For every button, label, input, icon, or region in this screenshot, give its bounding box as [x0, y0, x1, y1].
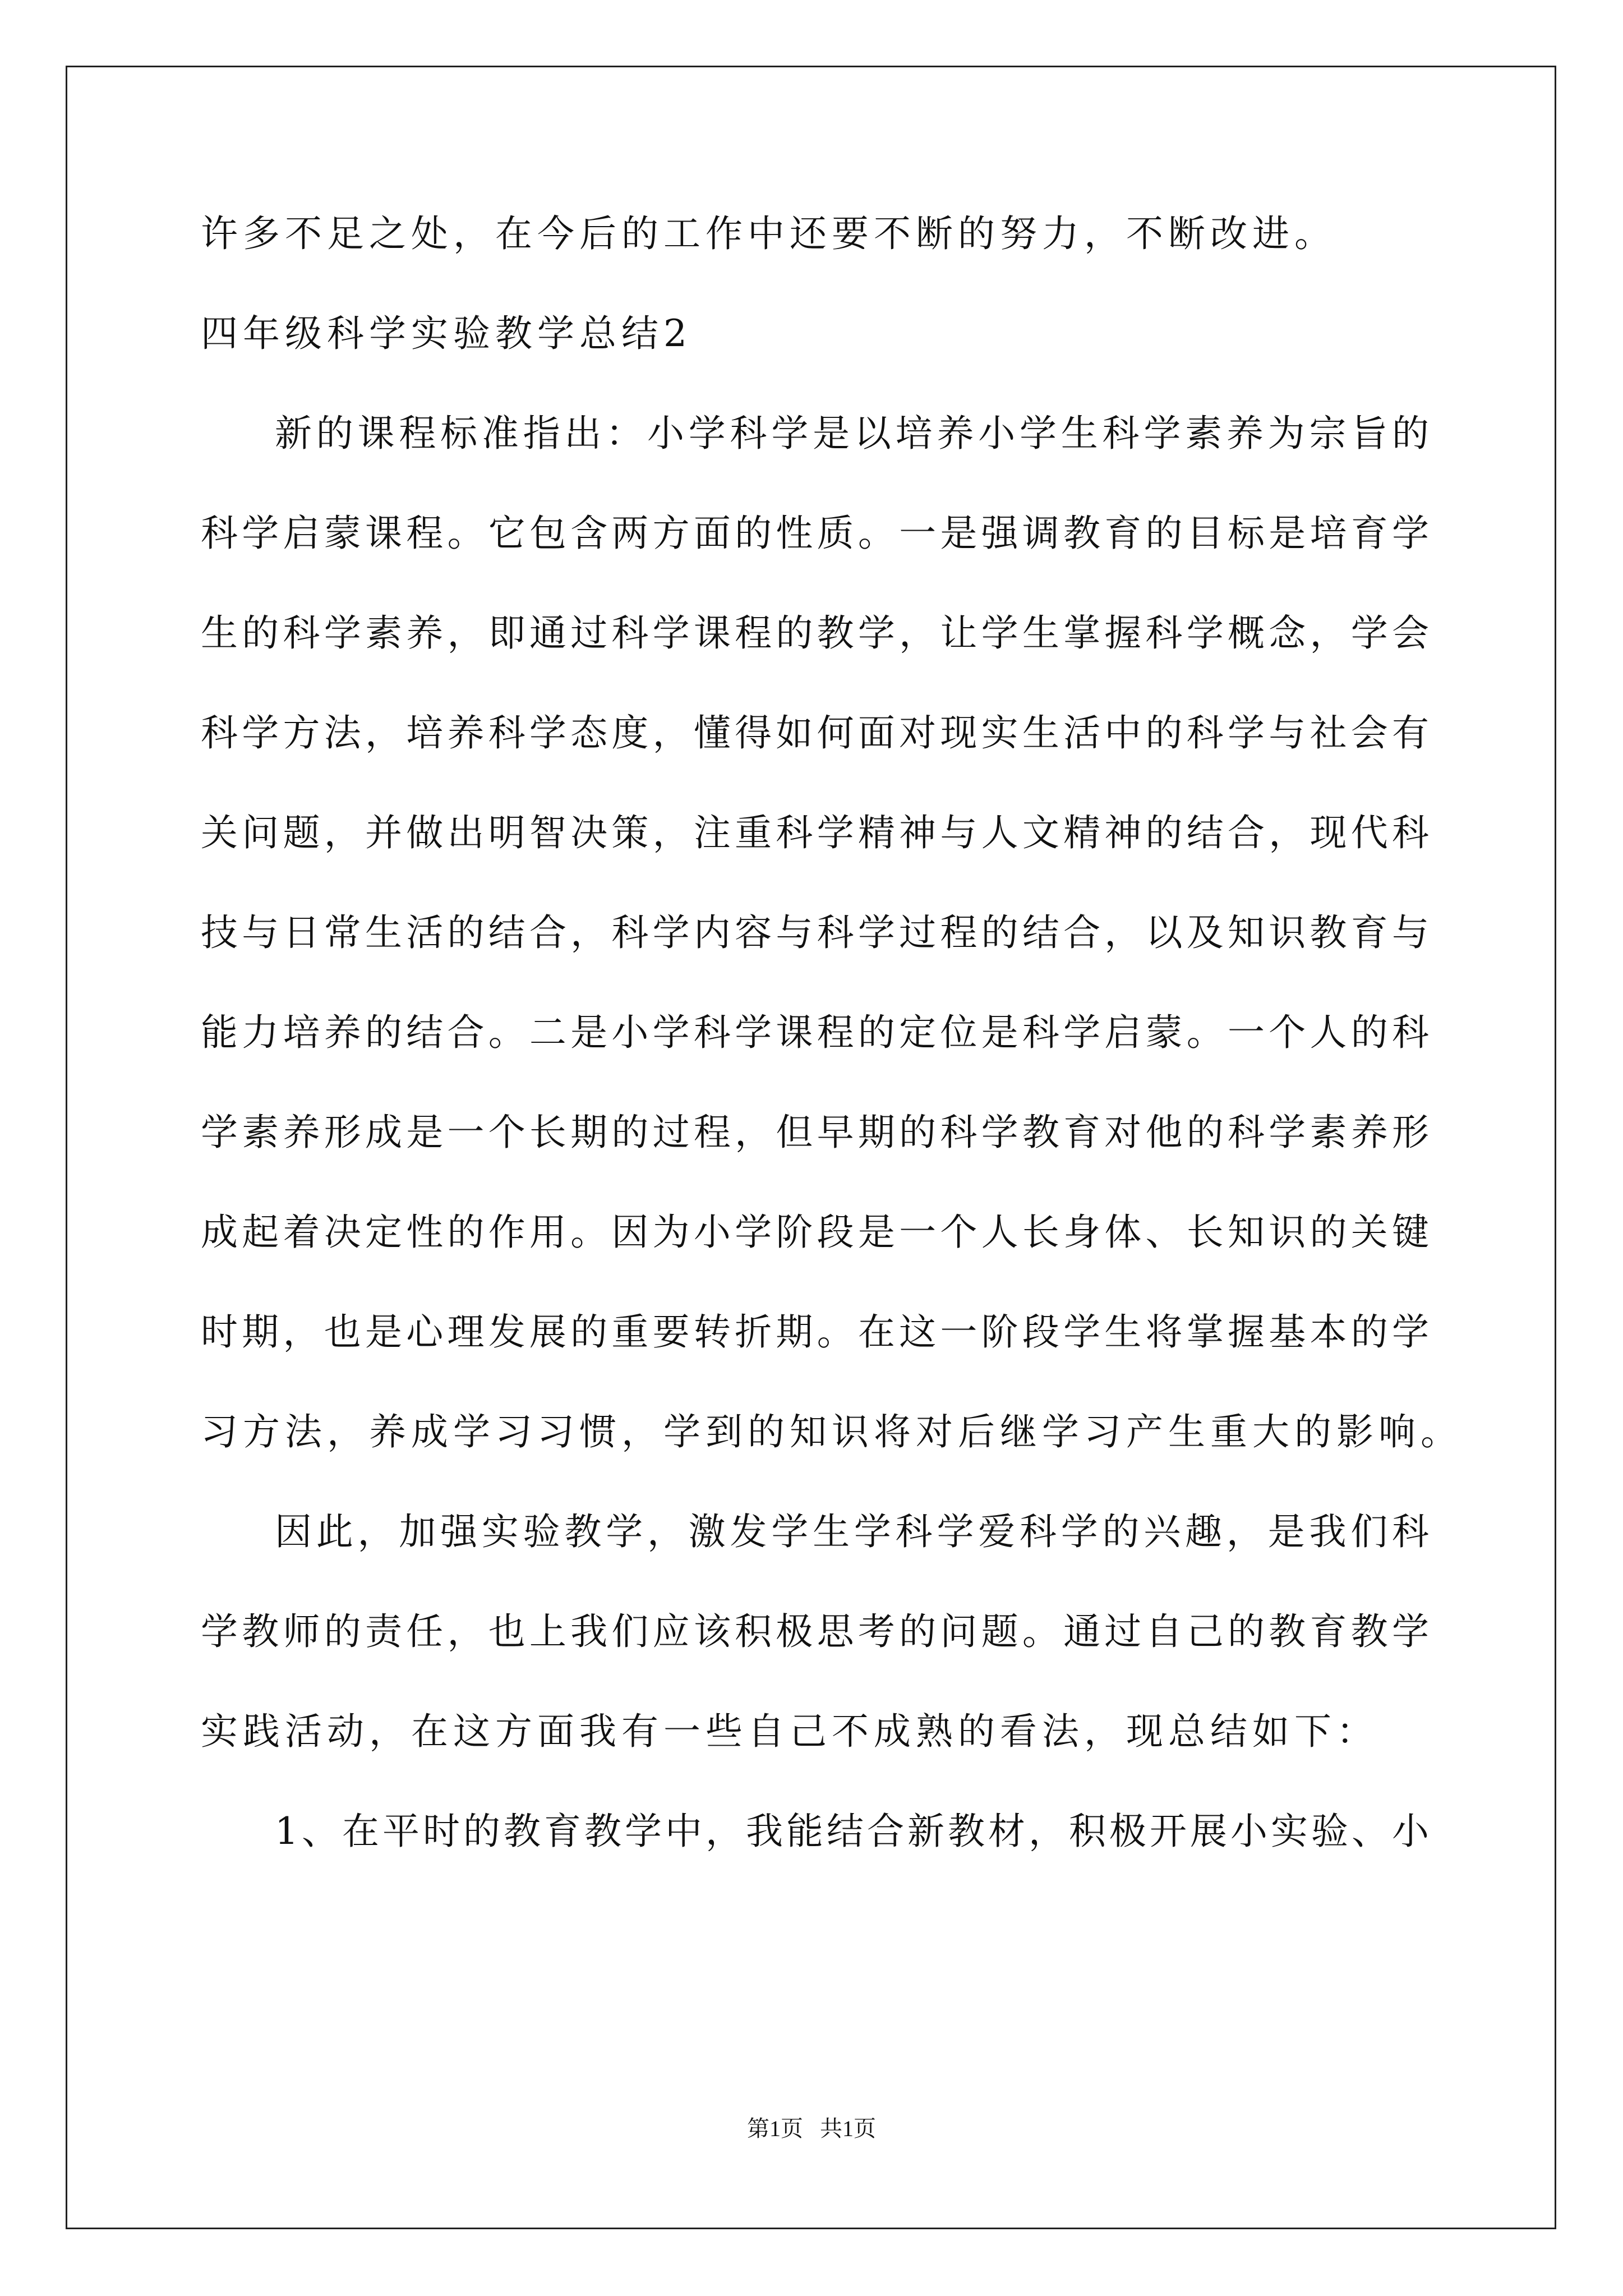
body-line: 科学方法，培养科学态度，懂得如何面对现实生活中的科学与社会有: [201, 711, 1429, 754]
body-line: 关问题，并做出明智决策，注重科学精神与人文精神的结合，现代科: [201, 811, 1429, 854]
body-line: 许多不足之处，在今后的工作中还要不断的努力，不断改进。: [201, 212, 1336, 255]
section-title: 四年级科学实验教学总结2: [201, 312, 692, 355]
page-footer: [0, 2118, 1623, 2140]
body-line: 成起着决定性的作用。因为小学阶段是一个人长身体、长知识的关键: [201, 1211, 1429, 1254]
body-line: 1、在平时的教育教学中，我能结合新教材，积极开展小实验、小: [275, 1810, 1429, 1853]
body-line: 因此，加强实验教学，激发学生学科学爱科学的兴趣，是我们科: [275, 1510, 1429, 1553]
document-body: [201, 212, 1463, 1913]
body-line: 实践活动，在这方面我有一些自己不成熟的看法，现总结如下：: [201, 1710, 1378, 1753]
body-line: 新的课程标准指出：小学科学是以培养小学生科学素养为宗旨的: [275, 412, 1429, 455]
body-line: 时期，也是心理发展的重要转折期。在这一阶段学生将掌握基本的学: [201, 1310, 1429, 1354]
page-number: 第1页: [747, 2116, 803, 2141]
page-total: 共1页: [820, 2116, 876, 2141]
body-line: 学素养形成是一个长期的过程，但早期的科学教育对他的科学素养形: [201, 1111, 1429, 1154]
body-line: 科学启蒙课程。它包含两方面的性质。一是强调教育的目标是培育学: [201, 512, 1429, 555]
body-line: 技与日常生活的结合，科学内容与科学过程的结合，以及知识教育与: [201, 911, 1429, 954]
body-line: 能力培养的结合。二是小学科学课程的定位是科学启蒙。一个人的科: [201, 1011, 1429, 1054]
body-line: 学教师的责任，也上我们应该积极思考的问题。通过自己的教育教学: [201, 1610, 1429, 1653]
body-line: 生的科学素养，即通过科学课程的教学，让学生掌握科学概念，学会: [201, 611, 1429, 655]
body-line: 习方法，养成学习习惯，学到的知识将对后继学习产生重大的影响。: [201, 1410, 1463, 1453]
